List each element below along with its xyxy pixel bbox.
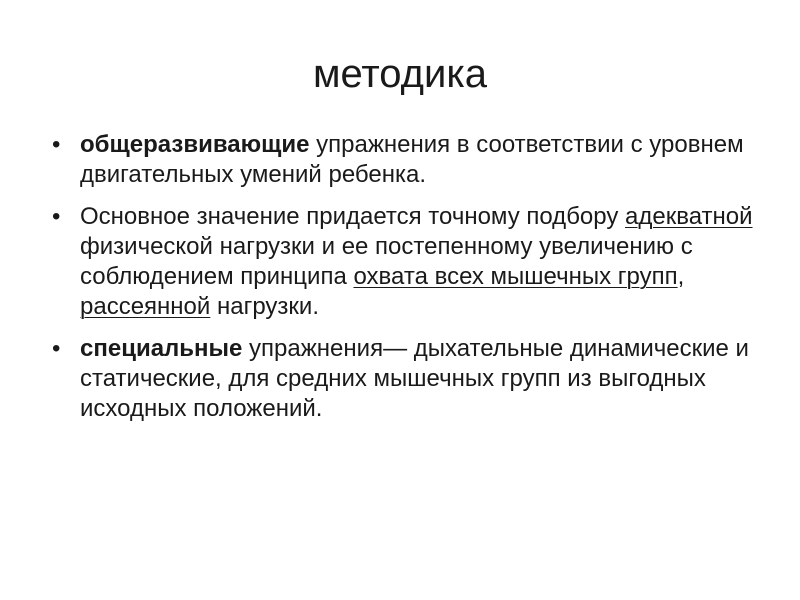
bullet-list [52, 130, 772, 436]
bullet-item-main-principle [52, 202, 772, 322]
slide-title: методика [313, 52, 487, 96]
bullet-icon: • [52, 203, 61, 230]
underlined-term-dispersed: рассеянной [80, 293, 211, 320]
underlined-term-all-muscle-groups: охвата всех мышечных групп [353, 263, 678, 290]
bullet-text: упражнения в соответствии с уровнем двигательных умений ребенка. [80, 131, 744, 188]
bullet-keyword: специальные [80, 335, 243, 362]
bullet-item-special-exercises [52, 334, 772, 424]
bullet-keyword: общеразвивающие [80, 131, 310, 158]
bullet-text: , [677, 263, 685, 290]
bullet-text: Основное значение придается точному подбору [80, 203, 626, 230]
bullet-text: нагрузки. [210, 293, 319, 320]
bullet-item-general-exercises [52, 130, 772, 190]
bullet-icon: • [52, 131, 61, 158]
bullet-icon: • [52, 335, 61, 362]
underlined-term-adequate: адекватной [625, 203, 753, 230]
bullet-text: упражнения— дыхательные динамические и статические, для средних мышечных групп из выгодных исходных положений. [80, 335, 749, 422]
bullet-text: физической нагрузки и ее постепенному увеличению с соблюдением принципа [80, 233, 693, 290]
